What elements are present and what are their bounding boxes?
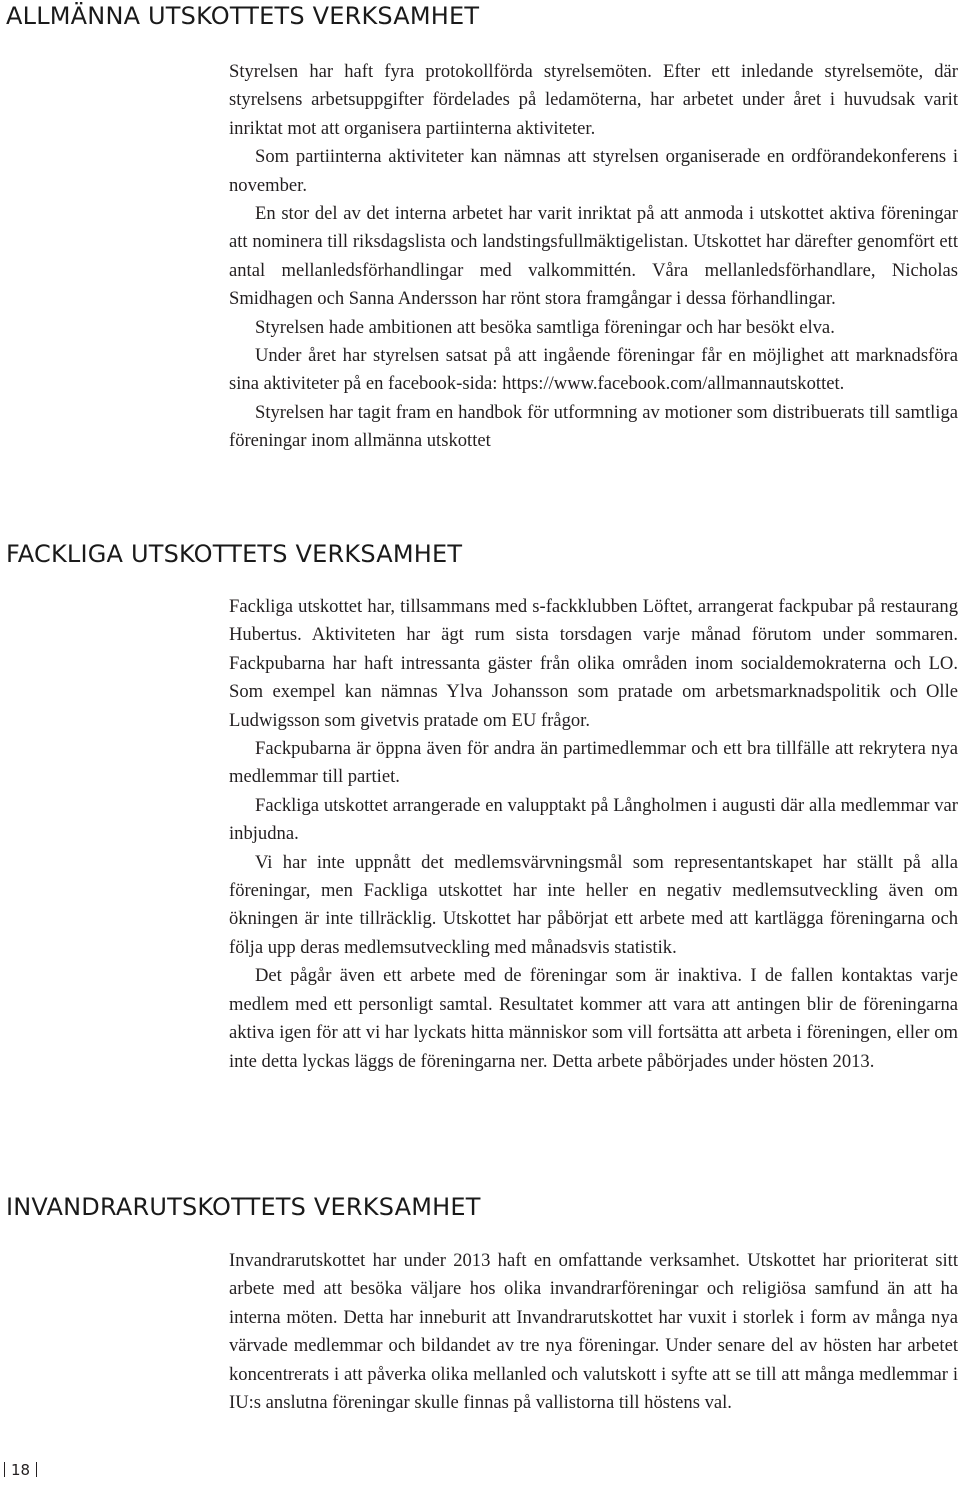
paragraph: Det pågår även ett arbete med de föreningar som är inaktiva. I de fallen kontaktas varje medlem med ett personligt samtal. Resultatet kommer att vara att antingen blir de föreningarna aktiva igen för att vi har lyckats hitta människor som vill fortsätta att arbeta i föreningen, eller om inte detta lyckas läggs de föreningarna ner. Detta arbete påbörjades under hösten 2013. [229, 965, 958, 1072]
page-number-text: 18 [11, 1461, 31, 1479]
section-body-fackliga [229, 593, 958, 1076]
paragraph: Styrelsen har haft fyra protokollförda styrelsemöten. Efter ett inledande styrelsemöte, där styrelsens arbetsuppgifter fördelades på ledamöterna, har arbetet under året i huvudsak varit inriktat mot att organisera partiinterna aktiviteter. [229, 61, 958, 139]
page-number [4, 1461, 37, 1479]
paragraph: Fackliga utskottet har, tillsammans med s-fackklubben Löftet, arrangerat fackpubar på restaurang Hubertus. Aktiviteten har ägt rum sista torsdagen varje månad förutom under sommaren. Fackpubarna har haft intressanta gäster från olika områden inom socialdemokraterna och LO. Som exempel kan nämnas Ylva Johansson som pratade om arbetsmarknadspolitik och Olle Ludwigsson som givetvis pratade om EU frågor. [229, 596, 958, 731]
paragraph: Under året har styrelsen satsat på att ingående föreningar får en möjlighet att marknadsföra sina aktiviteter på en facebook-sida: https://www.facebook.com/allmannautskottet. [229, 345, 958, 395]
section-body-invandrar [229, 1247, 958, 1417]
section-heading-fackliga: FACKLIGA UTSKOTTETS VERKSAMHET [6, 540, 463, 568]
section-body-allmanna [229, 58, 958, 456]
page-number-divider [36, 1462, 37, 1477]
paragraph: Styrelsen hade ambitionen att besöka samtliga föreningar och har besökt elva. [255, 316, 835, 338]
paragraph: Vi har inte uppnått det medlemsvärvningsmål som representantskapet har ställt på alla föreningar, men Fackliga utskottet har inte heller en negativ medlemsutveckling även om ökningen är inte tillräcklig. Utskottet har påbörjat ett arbete med att kartlägga föreningarna och följa upp deras medlemsutveckling med månadsvis statistik. [229, 851, 958, 958]
paragraph: En stor del av det interna arbetet har varit inriktat på att anmoda i utskottet aktiva föreningar att nominera till riksdagslista och landstingsfullmäktigelistan. Utskottet har därefter genomfört ett antal mellanledsförhandlingar med valkommittén. Våra mellanledsförhandlare, Nicholas Smidhagen och Sanna Andersson har rönt stora framgångar i dessa förhandlingar. [229, 203, 958, 310]
paragraph: Styrelsen har tagit fram en handbok för utformning av motioner som distribuerats till samtliga föreningar inom allmänna utskottet [229, 401, 958, 452]
section-heading-invandrar: INVANDRARUTSKOTTETS VERKSAMHET [6, 1193, 481, 1221]
section-heading-allmanna: ALLMÄNNA UTSKOTTETS VERKSAMHET [6, 2, 480, 30]
paragraph: Invandrarutskottet har under 2013 haft en omfattande verksamhet. Utskottet har prioriterat sitt arbete med att besöka väljare hos olika invandrarföreningar och religiösa samfund än att ha interna möten. Detta har inneburit att Invandrarutskottet har vuxit i storlek i form av många nya värvade medlemmar och bildandet av tre nya föreningar. Under senare del av hösten har arbetet koncentrerats i att påverka olika mellanled och valutskott i syfte att se till att många medlemmar i IU:s anslutna föreningar skulle finnas på vallistorna till höstens val. [229, 1250, 958, 1414]
paragraph: Som partiinterna aktiviteter kan nämnas att styrelsen organiserade en ordförandekonferens i november. [229, 146, 958, 196]
paragraph: Fackliga utskottet arrangerade en valupptakt på Långholmen i augusti där alla medlemmar var inbjudna. [229, 794, 958, 845]
paragraph: Fackpubarna är öppna även för andra än partimedlemmar och ett bra tillfälle att rekrytera nya medlemmar till partiet. [229, 738, 958, 788]
